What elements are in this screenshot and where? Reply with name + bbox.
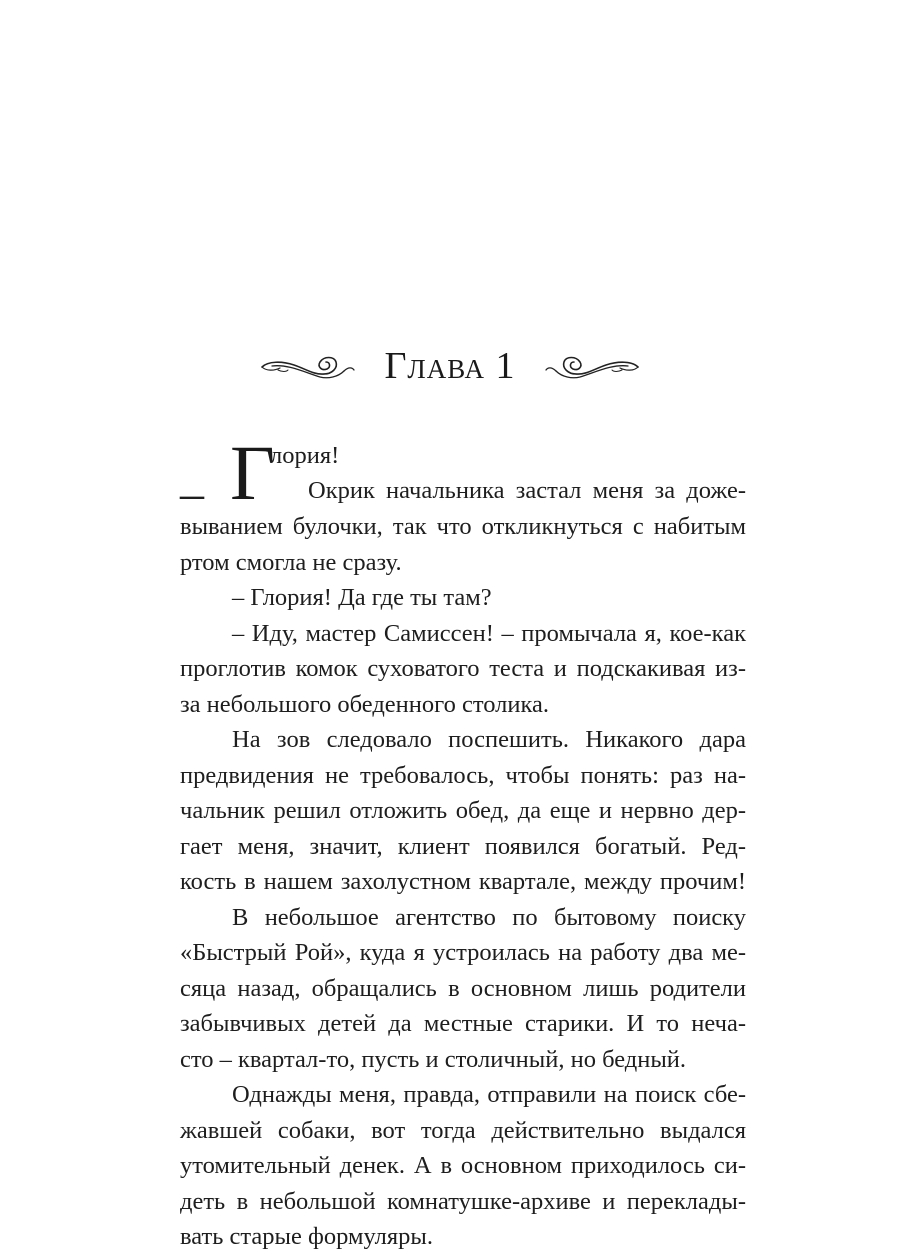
paragraph <box>180 616 746 723</box>
text-line: выванием булочки, так что откликнуться с набитым <box>180 513 746 540</box>
paragraph <box>180 722 746 900</box>
text-line: – Глория! Да где ты там? <box>232 584 492 611</box>
text-line: В небольшое агентство по бытовому поиску <box>232 903 746 931</box>
text-line: сто – квартал-то, пусть и столичный, но бедный. <box>180 1045 687 1073</box>
drop-cap: Г <box>230 429 276 516</box>
text-line: предвидения не требовалось, чтобы понять: раз на- <box>180 761 746 789</box>
flourish-ornament-icon <box>542 350 642 382</box>
text-line: – Иду, мастер Самиссен! – промычала я, кое-как <box>232 619 746 647</box>
text-line: проглотив комок суховатого теста и подскакивая из- <box>180 655 746 682</box>
chapter-body <box>180 429 746 1255</box>
chapter-header <box>0 340 900 392</box>
chapter-title: Глава 1 <box>384 345 516 387</box>
paragraph <box>180 900 746 1078</box>
text-line: гает меня, значит, клиент появился богатый. Ред- <box>180 832 746 860</box>
text-line: забывчивых детей да местные старики. И то неча- <box>180 1010 746 1037</box>
dialogue-dash: – <box>180 467 204 520</box>
opening-line-1: лория! <box>270 442 340 469</box>
paragraph <box>180 509 746 580</box>
paragraph <box>180 1077 746 1255</box>
text-line: деть в небольшой комнатушке-архиве и переклады- <box>180 1187 746 1215</box>
text-line: жавшей собаки, вот тогда действительно выдался <box>180 1116 746 1144</box>
opening-paragraph <box>180 429 746 520</box>
text-line: «Быстрый Рой», куда я устроилась на работу два ме- <box>180 939 746 966</box>
text-line: Однажды меня, правда, отправили на поиск сбе- <box>232 1081 746 1108</box>
text-line: сяца назад, обращались в основном лишь родители <box>180 974 746 1002</box>
opening-line-2: Окрик начальника застал меня за доже- <box>308 477 746 504</box>
text-line: утомительный денек. А в основном приходилось си- <box>180 1152 746 1179</box>
text-line: за небольшого обеденного столика. <box>180 690 550 718</box>
paragraph <box>180 580 746 616</box>
text-line: ртом смогла не сразу. <box>180 548 402 576</box>
text-line: чальник решил отложить обед, да еще и нервно дер- <box>180 797 746 824</box>
flourish-ornament-icon <box>258 350 358 382</box>
text-line: кость в нашем захолустном квартале, между прочим! <box>180 868 746 895</box>
text-line: На зов следовало поспешить. Никакого дара <box>232 726 746 753</box>
text-line: вать старые формуляры. <box>180 1223 433 1250</box>
